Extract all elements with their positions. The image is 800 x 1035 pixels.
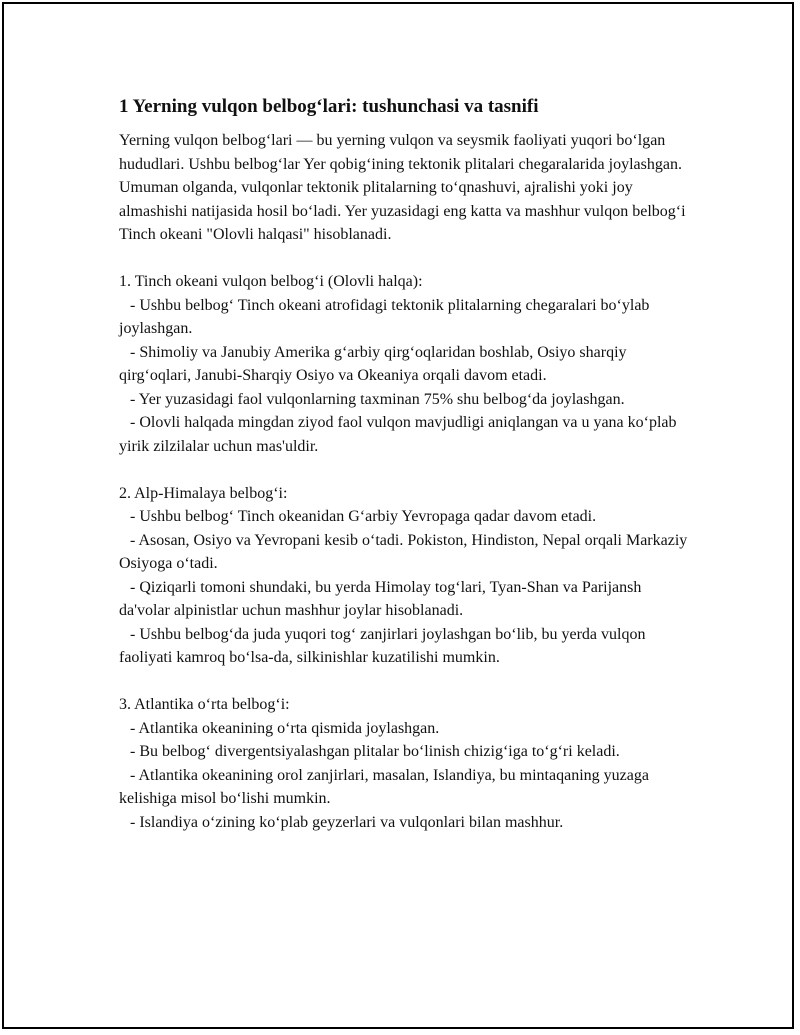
section-heading: 3. Atlantika o‘rta belbog‘i: bbox=[119, 696, 290, 713]
intro-paragraph: Yerning vulqon belbog‘lari — bu yerning vulqon va seysmik faoliyati yuqori bo‘lgan hududlari. Ushbu belbog‘lar Yer qobig‘ining tektonik plitalari chegaralarida joylashgan. Umuman olganda, vulqonlar tektonik plitalarning to‘qnashuvi, ajralishi yoki joy almashishi natijasida hosil bo‘ladi. Yer yuzasidagi eng katta va mashhur vulqon belbog‘i Tinch okeani "Olovli halqasi" hisoblanadi. bbox=[119, 132, 686, 243]
section-pacific-ring bbox=[119, 270, 689, 458]
section-heading: 2. Alp-Himalaya belbog‘i: bbox=[119, 484, 288, 502]
list-item: - Olovli halqada mingdan ziyod faol vulqon mavjudligi aniqlangan va u yana ko‘plab yirik zilzilalar uchun mas'uldir. bbox=[119, 414, 677, 455]
list-item: - Yer yuzasidagi faol vulqonlarning taxminan 75% shu belbog‘da joylashgan. bbox=[130, 390, 625, 408]
list-item: - Ushbu belbog‘da juda yuqori tog‘ zanjirlari joylashgan bo‘lib, bu yerda vulqon faoliyati kamroq bo‘lsa-da, silkinishlar kuzatilishi mumkin. bbox=[119, 625, 646, 666]
document-body bbox=[119, 95, 689, 834]
list-item: - Atlantika okeanining o‘rta qismida joylashgan. bbox=[130, 719, 440, 737]
section-mid-atlantic bbox=[119, 693, 689, 834]
list-item: - Shimoliy va Janubiy Amerika g‘arbiy qirg‘oqlaridan boshlab, Osiyo sharqiy qirg‘oqlari, Janubi-Sharqiy Osiyo va Okeaniya orqali davom etadi. bbox=[119, 343, 627, 384]
list-item: - Atlantika okeanining orol zanjirlari, masalan, Islandiya, bu mintaqaning yuzaga kelishiga misol bo‘lishi mumkin. bbox=[119, 766, 649, 807]
list-item: - Islandiya o‘zining ko‘plab geyzerlari va vulqonlari bilan mashhur. bbox=[130, 813, 564, 831]
list-item: - Qiziqarli tomoni shundaki, bu yerda Himolay tog‘lari, Tyan-Shan va Parijansh da'volar alpinistlar uchun mashhur joylar hisoblanadi. bbox=[119, 578, 642, 619]
list-item: - Ushbu belbog‘ Tinch okeani atrofidagi tektonik plitalarning chegaralari bo‘ylab joylashgan. bbox=[119, 296, 650, 337]
list-item: - Ushbu belbog‘ Tinch okeanidan G‘arbiy Yevropaga qadar davom etadi. bbox=[130, 508, 597, 525]
section-heading: 1. Tinch okeani vulqon belbog‘i (Olovli halqa): bbox=[119, 273, 423, 290]
list-item: - Asosan, Osiyo va Yevropani kesib o‘tadi. Pokiston, Hindiston, Nepal orqali Markaziy Osiyoga o‘tadi. bbox=[119, 531, 688, 572]
section-alp-himalaya bbox=[119, 482, 689, 670]
document-title: 1 Yerning vulqon belbog‘lari: tushunchasi va tasnifi bbox=[119, 96, 539, 117]
list-item: - Bu belbog‘ divergentsiyalashgan plitalar bo‘linish chizig‘iga to‘g‘ri keladi. bbox=[130, 743, 620, 760]
